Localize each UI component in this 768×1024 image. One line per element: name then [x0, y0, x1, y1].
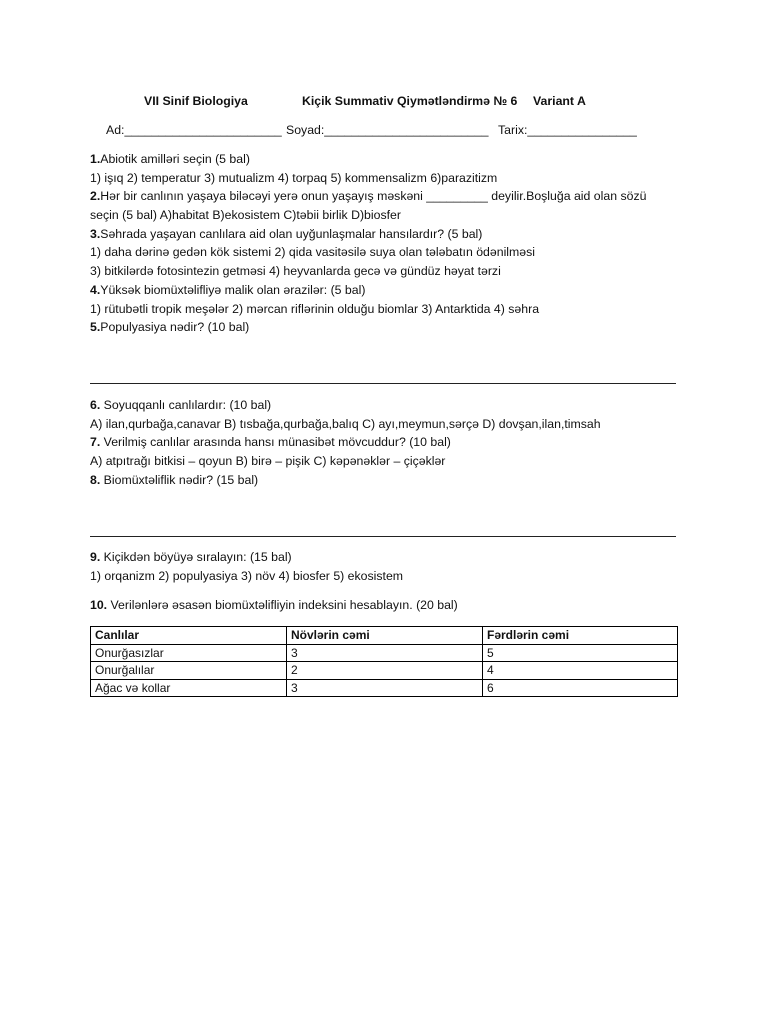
question-3 [90, 225, 690, 244]
question-1-options: 1) işıq 2) temperatur 3) mutualizm 4) torpaq 5) kommensalizm 6)parazitizm [90, 170, 498, 185]
question-number: 6. [90, 398, 101, 412]
column-header-organisms: Canlılar [91, 627, 287, 645]
question-10 [90, 596, 690, 615]
question-3-options-b: 3) bitkilərdə fotosintezin getməsi 4) heyvanlarda gecə və gündüz həyat tərzi [90, 264, 501, 279]
question-text: Soyuqqanlı canlılardır: (10 bal) [100, 398, 272, 412]
question-5 [90, 318, 690, 337]
question-text: Biomüxtəliflik nədir? (15 bal) [100, 472, 259, 487]
date-field: Tarix:________________ [498, 123, 637, 137]
question-7-options: A) atpıtrağı bitkisi – qoyun B) birə – pişik C) kəpənəklər – çiçəklər [90, 454, 446, 469]
question-number: 1. [90, 152, 101, 166]
table-cell: 6 [483, 679, 678, 697]
question-number: 2. [90, 189, 101, 204]
question-4-options: 1) rütubətli tropik meşələr 2) mərcan riflərinin olduğu biomlar 3) Antarktida 4) səhra [90, 301, 540, 316]
question-number: 3. [90, 226, 101, 241]
question-3-options-a: 1) daha dərinə gedən kök sistemi 2) qida vasitəsilə suya olan tələbatın ödənilməsi [90, 245, 535, 260]
question-9 [90, 548, 690, 567]
question-text: Kiçikdən böyüyə sıralayın: (15 bal) [100, 550, 292, 564]
question-number: 7. [90, 435, 101, 450]
table-cell: 5 [483, 644, 678, 662]
questions-1-5 [90, 150, 690, 337]
question-number: 4. [90, 282, 101, 297]
answer-line-5 [90, 383, 676, 384]
column-header-individuals-total: Fərdlərin cəmi [483, 627, 678, 645]
table-row [91, 644, 678, 662]
table-row [91, 679, 678, 697]
question-number: 10. [90, 598, 108, 612]
student-info-row [0, 123, 768, 141]
table-cell: 4 [483, 662, 678, 680]
question-text: Verilmiş canlılar arasında hansı münasibət mövcuddur? (10 bal) [100, 435, 451, 450]
variant-label: Variant A [533, 94, 586, 108]
question-text: Verilənlərə əsasən biomüxtəlifliyin indeksini hesablayın. (20 bal) [107, 598, 458, 612]
table-cell: 3 [287, 644, 483, 662]
worksheet-title: Kiçik Summativ Qiymətləndirmə № 6 [302, 94, 518, 108]
question-text: Yüksək biomüxtəlifliyə malik olan ərazilər: (5 bal) [100, 282, 366, 297]
question-9-options: 1) orqanizm 2) populyasiya 3) növ 4) biosfer 5) ekosistem [90, 568, 404, 583]
biodiversity-table [90, 626, 678, 697]
question-2-options: seçin (5 bal) A)habitat B)ekosistem C)təbii birlik D)biosfer [90, 208, 401, 223]
question-10-block [90, 596, 690, 615]
question-text: Səhrada yaşayan canlılara aid olan uyğunlaşmalar hansılardır? (5 bal) [100, 226, 483, 241]
questions-6-8 [90, 396, 690, 489]
question-8 [90, 471, 690, 490]
question-1 [90, 150, 690, 169]
question-2 [90, 187, 690, 206]
table-cell: 3 [287, 679, 483, 697]
worksheet-header [0, 94, 768, 112]
question-number: 9. [90, 550, 101, 564]
name-field: Ad:_______________________ [106, 123, 282, 137]
question-6 [90, 396, 690, 415]
question-text: Populyasiya nədir? (10 bal) [100, 320, 250, 335]
grade-subject: VII Sinif Biologiya [144, 94, 248, 108]
table-header-row [91, 627, 678, 645]
question-text: Hər bir canlının yaşaya biləcəyi yerə onun yaşayış məskəni _________ deyilir.Boşluğa aid olan sözü [100, 189, 647, 204]
table-cell: Ağac və kollar [91, 679, 287, 697]
answer-line-8 [90, 536, 676, 537]
question-number: 5. [90, 320, 101, 335]
question-4 [90, 281, 690, 300]
question-text: Abiotik amilləri seçin (5 bal) [100, 152, 250, 166]
surname-field: Soyad:________________________ [286, 123, 489, 137]
table-row [91, 662, 678, 680]
question-7 [90, 433, 690, 452]
question-9-block [90, 548, 690, 585]
table-cell: Onurğalılar [91, 662, 287, 680]
question-number: 8. [90, 472, 101, 487]
table-cell: Onurğasızlar [91, 644, 287, 662]
question-6-options: A) ilan,qurbağa,canavar B) tısbağa,qurbağa,balıq C) ayı,meymun,sərçə D) dovşan,ilan,timsah [90, 416, 601, 431]
table-cell: 2 [287, 662, 483, 680]
column-header-species-total: Növlərin cəmi [287, 627, 483, 645]
